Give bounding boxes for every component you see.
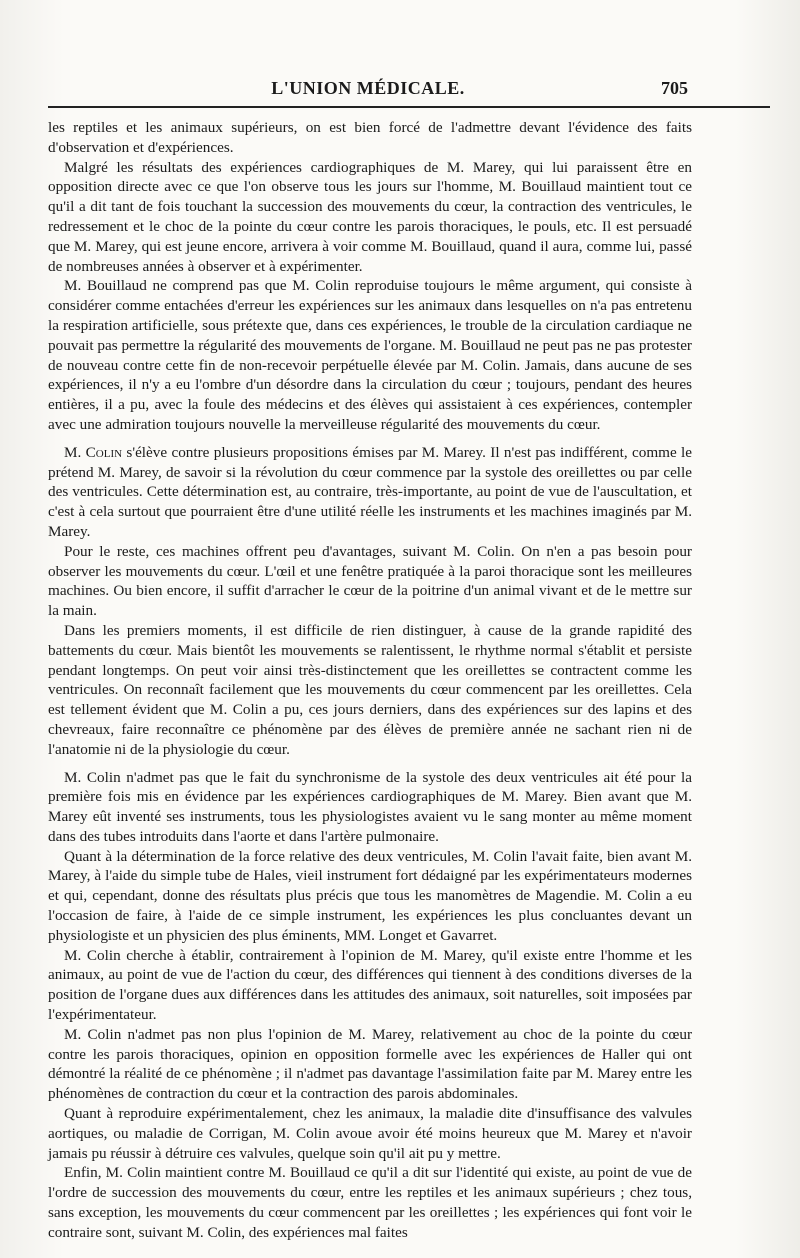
speaker-name: M. Colin xyxy=(64,443,123,461)
article-body xyxy=(48,118,692,1243)
journal-title: L'UNION MÉDICALE. xyxy=(271,78,465,98)
paragraph: Quant à la détermination de la force relative des deux ventricules, M. Colin l'avait faite, bien avant M. Marey, à l'aide du simple tube de Hales, vieil instrument fort dédaigné par les expérimentateurs modernes et qui, cependant, donne des résultats plus précis que tous les manomètres de Magendie. M. Colin a eu l'occasion de faire, à l'aide de ce simple instrument, les expériences les plus concluantes devant un physiologiste et un physicien des plus éminents, MM. Longet et Gavarret. xyxy=(48,847,692,944)
paragraph-text: s'élève contre plusieurs propositions émises par M. Marey. Il n'est pas indifférent, comme le prétend M. Marey, de savoir si la révolution du cœur commence par la systole des oreillettes ou par celle des ventricules. Cette détermination est, au contraire, très-importante, au point de vue de l'auscultation, et c'est à cela surtout que pourraient être d'une utilité réelle les instruments et les machines imaginés par M. Marey. xyxy=(48,443,693,540)
header-rule xyxy=(48,106,770,108)
paragraph: M. Colin cherche à établir, contrairement à l'opinion de M. Marey, qu'il existe entre l'homme et les animaux, au point de vue de l'action du cœur, des différences qui tiennent à des conditions diverses de la position de l'organe dues aux différences dans les attitudes des animaux, soit naturelles, soit imposées par l'expérimentateur. xyxy=(48,946,692,1024)
paragraph: M. Bouillaud ne comprend pas que M. Colin reproduise toujours le même argument, qui consiste à considérer comme entachées d'erreur les expériences sur les animaux dans lesquelles on n'a pas entretenu la respiration artificielle, sous prétexte que, dans ces expériences, le trouble de la circulation cardiaque ne pouvait pas permettre la régularité des mouvements de l'organe. M. Bouillaud ne peut pas ne pas protester de nouveau contre cette fin de non-recevoir perpétuelle élevée par M. Colin. Jamais, dans aucune de ses expériences, il n'y a eu l'ombre d'un désordre dans la circulation du cœur ; toujours, pendant des heures entières, il a pu, avec la foule des médecins et des élèves qui assistaient à ces expériences, contempler avec une admiration toujours nouvelle la merveilleuse régularité des mouvements du cœur. xyxy=(48,277,692,433)
paragraph: Dans les premiers moments, il est difficile de rien distinguer, à cause de la grande rapidité des battements du cœur. Mais bientôt les mouvements se ralentissent, le rhythme normal s'établit et persiste pendant longtemps. On peut voir ainsi très-distinctement que les oreillettes se contractent comme les ventricules. On reconnaît facilement que les mouvements du cœur commencent par les oreillettes. Cela est tellement évident que M. Colin a pu, ces jours derniers, dans des expériences sur des lapins et des chevreaux, faire reconnaître ce phénomène par des élèves de première année ne sachant rien ni de l'anatomie ni de la physiologie du cœur. xyxy=(48,621,692,758)
paragraph: M. Colin n'admet pas que le fait du synchronisme de la systole des deux ventricules ait été pour la première fois mis en évidence par les expériences cardiographiques de M. Marey. Bien avant que M. Marey eût inventé ses instruments, tous les physiologistes avaient vu le sang monter au même moment dans des tubes introduits dans l'aorte et dans l'artère pulmonaire. xyxy=(48,768,692,845)
paragraph: Quant à reproduire expérimentalement, chez les animaux, la maladie dite d'insuffisance des valvules aortiques, ou maladie de Corrigan, M. Colin avoue avoir été moins heureux que M. Marey et n'avoir jamais pu réussir à détruire ces valvules, quelque soin qu'il ait pu y mettre. xyxy=(48,1105,692,1162)
paragraph xyxy=(48,443,692,542)
paragraph: Pour le reste, ces machines offrent peu d'avantages, suivant M. Colin. On n'en a pas besoin pour observer les mouvements du cœur. L'œil et une fenêtre pratiquée à la paroi thoracique sont les meilleures machines. Ou bien encore, il suffit d'arracher le cœur de la poitrine d'un animal vivant et de le mettre sur la main. xyxy=(48,542,692,620)
page-header xyxy=(48,78,688,102)
paragraph: les reptiles et les animaux supérieurs, on est bien forcé de l'admettre devant l'évidence des faits d'observation et d'expériences. xyxy=(48,119,692,156)
paragraph: Enfin, M. Colin maintient contre M. Bouillaud ce qu'il a dit sur l'identité qui existe, au point de vue de l'ordre de succession des mouvements du cœur, entre les reptiles et les animaux supérieurs ; chez tous, sans exception, les mouvements du cœur commencent par les oreillettes ; les expériences qui font voir le contraire sont, suivant M. Colin, des expériences mal faites xyxy=(48,1164,692,1241)
page-number: 705 xyxy=(661,78,688,98)
paragraph: Malgré les résultats des expériences cardiographiques de M. Marey, qui lui paraissent être en opposition directe avec ce que l'on observe tous les jours sur l'homme, M. Bouillaud maintient tout ce qu'il a dit tant de fois touchant la succession des mouvements du cœur, la contraction des ventricules, le redressement et le choc de la pointe du cœur contre les parois thoraciques, le pouls, etc. Il est persuadé que M. Marey, qui est jeune encore, arrivera à voir comme M. Bouillaud, quand il aura, comme lui, passé de nombreuses années à observer et à expérimenter. xyxy=(48,158,692,275)
paragraph: M. Colin n'admet pas non plus l'opinion de M. Marey, relativement au choc de la pointe du cœur contre les parois thoraciques, opinion en opposition formelle avec les expériences de Haller qui ont démontré la réalité de ce phénomène ; il n'admet pas davantage l'assimilation faite par M. Marey entre les phénomènes de contraction du cœur et la contraction des parois abdominales. xyxy=(48,1025,692,1103)
